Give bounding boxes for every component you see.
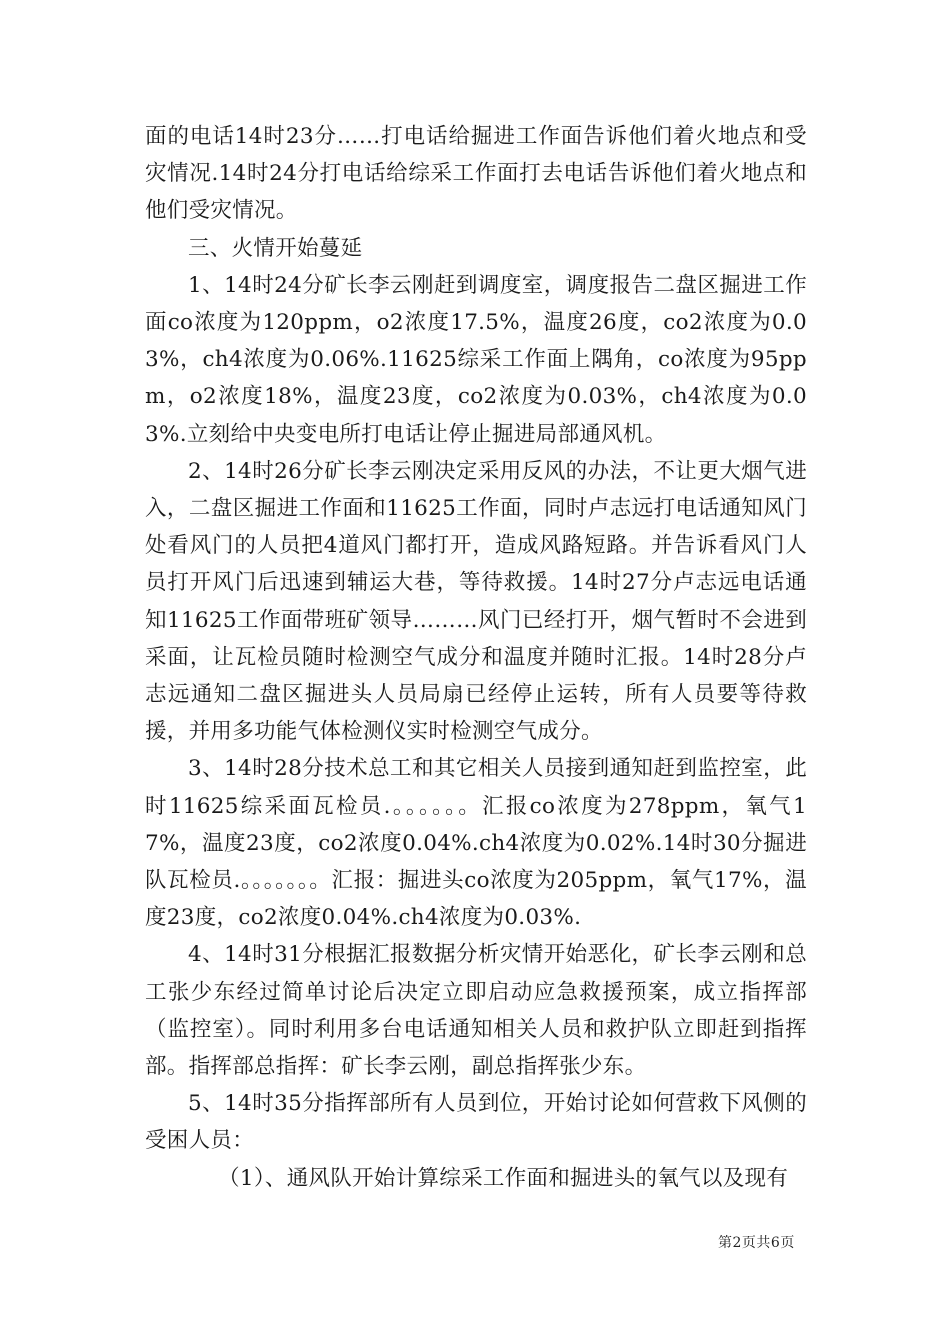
page-number: 第2页共6页 [718,1235,795,1251]
document-body [145,118,807,1197]
paragraph-item-3: 3、14时28分技术总工和其它相关人员接到通知赶到监控室，此时11625综采面瓦检员.。。。。。。汇报co浓度为278ppm，氧气17%，温度23度，co2浓度0.04%.ch4浓度为0.02%.14时30分掘进队瓦检员.。。。。。。。汇报：掘进头co浓度为205ppm，氧气17%，温度23度，co2浓度0.04%.ch4浓度为0.03%. [145,756,807,931]
paragraph-item-5: 5、14时35分指挥部所有人员到位，开始讨论如何营救下风侧的受困人员： [145,1091,807,1154]
paragraph-continued: 面的电话14时23分……打电话给掘进工作面告诉他们着火地点和受灾情况.14时24分打电话给综采工作面打去电话告诉他们着火地点和他们受灾情况。 [145,124,807,224]
paragraph-item-4: 4、14时31分根据汇报数据分析灾情开始恶化，矿长李云刚和总工张少东经过简单讨论后决定立即启动应急救援预案，成立指挥部（监控室）。同时利用多台电话通知相关人员和救护队立即赶到指挥部。指挥部总指挥：矿长李云刚，副总指挥张少东。 [145,942,807,1080]
paragraph-subitem-1: （1）、通风队开始计算综采工作面和掘进头的氧气以及现有 [218,1165,789,1191]
paragraph-item-2: 2、14时26分矿长李云刚决定采用反风的办法，不让更大烟气进入，二盘区掘进工作面和11625工作面，同时卢志远打电话通知风门处看风门的人员把4道风门都打开，造成风路短路。并告诉看风门人员打开风门后迅速到辅运大巷，等待救援。14时27分卢志远电话通知11625工作面带班矿领导………风门已经打开，烟气暂时不会进到采面，让瓦检员随时检测空气成分和温度并随时汇报。14时28分卢志远通知二盘区掘进头人员局扇已经停止运转，所有人员要等待救援，并用多功能气体检测仪实时检测空气成分。 [145,458,807,745]
section-heading: 三、火情开始蔓延 [188,235,363,261]
paragraph-item-1: 1、14时24分矿长李云刚赶到调度室，调度报告二盘区掘进工作面co浓度为120ppm，o2浓度17.5%，温度26度，co2浓度为0.03%，ch4浓度为0.06%.11625综采工作面上隅角，co浓度为95ppm，o2浓度18%，温度23度，co2浓度为0.03%，ch4浓度为0.03%.立刻给中央变电所打电话让停止掘进局部通风机。 [145,272,807,447]
